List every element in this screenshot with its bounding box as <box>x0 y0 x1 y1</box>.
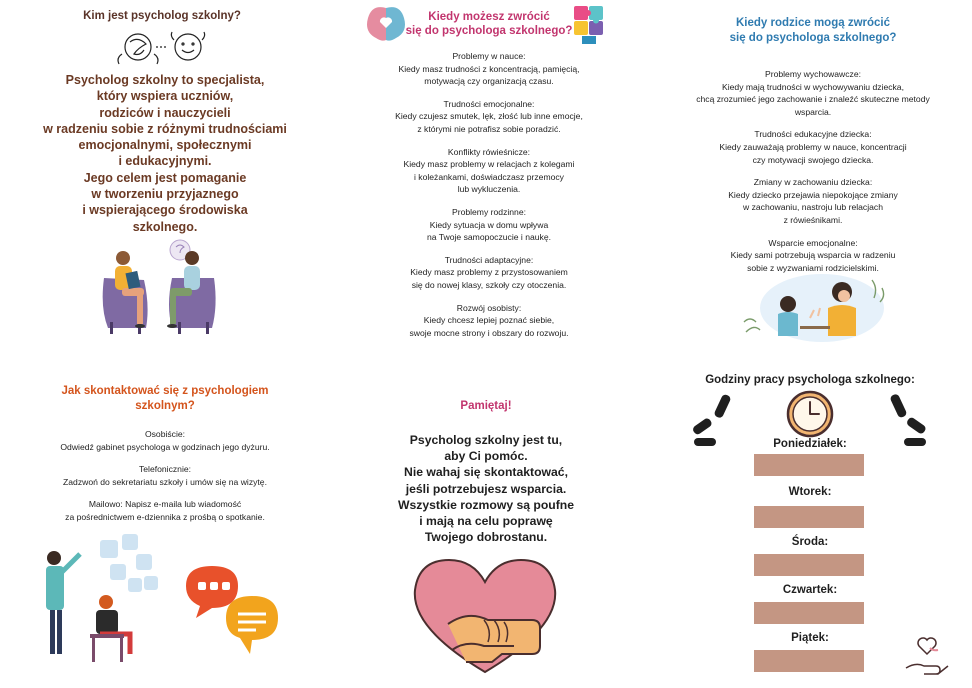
contact-heading: Mailowo: Napisz e-maila lub wiadomość <box>88 499 242 510</box>
panel-who-is-psychologist <box>0 0 324 344</box>
title-line: Jak skontaktować się z psychologiem <box>61 385 269 397</box>
reason-heading: Rozwój osobisty: <box>456 302 522 313</box>
reason-text: Kiedy zauważają problemy w nauce, koncentracji <box>719 141 907 152</box>
title-line: się do psychologa szkolnego? <box>405 25 573 37</box>
reason-text: na Twoje samopoczucie i naukę. <box>426 232 552 243</box>
heart-hand-icon <box>902 632 952 682</box>
contact-heading: Telefonicznie: <box>138 464 192 475</box>
contact-text: Odwiedź gabinet psychologa w godzinach jego dyżuru. <box>60 441 270 452</box>
reason-heading: Wsparcie emocjonalne: <box>768 237 858 248</box>
day-label-friday: Piątek: <box>791 632 829 644</box>
reason-heading: Konflikty rówieśnicze: <box>447 146 531 157</box>
hours-redacted-bar <box>754 602 864 624</box>
panel-title <box>40 384 290 414</box>
panel-office-hours <box>648 344 972 688</box>
reason-group <box>668 68 958 118</box>
intro-line: i wspierającego środowiska <box>82 203 248 218</box>
contact-text: za pośrednictwem e-dziennika z prośbą o spotkanie. <box>65 511 265 522</box>
intro-line: emocjonalnymi, społecznymi <box>78 138 252 153</box>
student-reasons-list <box>364 50 614 349</box>
reason-text: z rówieśnikami. <box>783 214 843 225</box>
reason-text: swoje mocne strony i obszary do rozwoju. <box>409 327 569 338</box>
remember-line: i mają na celu poprawę <box>419 514 553 529</box>
reason-text: Kiedy masz problemy w relacjach z kolegami <box>403 159 575 170</box>
contact-text: Zadzwoń do sekretariatu szkoły i umów się na wizytę. <box>63 476 267 487</box>
intro-line: szkolnego. <box>132 219 198 234</box>
contact-method <box>20 498 310 523</box>
intro-line: który wspiera uczniów, <box>96 89 234 104</box>
intro-line: w tworzeniu przyjaznego <box>91 187 239 202</box>
reason-group <box>364 206 614 244</box>
title-line: szkolnym? <box>135 400 195 412</box>
panel-how-to-contact <box>0 344 324 688</box>
reason-text: Kiedy czujesz smutek, lęk, złość lub inne emocje, <box>395 111 583 122</box>
title-line: Kiedy możesz zwrócić <box>428 11 550 23</box>
counseling-session-illustration <box>96 238 222 338</box>
intro-line: rodziców i nauczycieli <box>99 105 231 120</box>
reason-text: czy motywacji swojego dziecka. <box>752 154 874 165</box>
panel-title: Godziny pracy psychologa szkolnego: <box>705 374 915 386</box>
reason-group <box>668 128 958 166</box>
reason-heading: Trudności emocjonalne: <box>443 98 535 109</box>
reason-text: Kiedy sami potrzebują wsparcia w radzeniu <box>730 250 896 261</box>
remember-text <box>374 432 598 545</box>
reason-heading: Problemy w nauce: <box>452 51 526 61</box>
intro-line: w radzeniu sobie z różnymi trudnościami <box>43 121 287 136</box>
reason-text: z którymi nie potrafisz sobie poradzić. <box>417 123 561 134</box>
reason-group <box>364 302 614 340</box>
parent-reasons-list <box>668 68 958 284</box>
reason-group <box>364 254 614 292</box>
reason-text: lub wykluczenia. <box>457 184 521 195</box>
panel-when-parents <box>648 0 972 344</box>
hours-redacted-bar <box>754 454 864 476</box>
hours-redacted-bar <box>754 650 864 672</box>
reason-heading: Problemy wychowawcze: <box>765 69 861 79</box>
remember-line: Twojego dobrostanu. <box>424 530 548 545</box>
reason-text: wsparcia. <box>794 106 832 117</box>
reason-text: Kiedy dziecko przejawia niepokojące zmiany <box>728 189 898 200</box>
clock-icon <box>688 390 932 462</box>
reason-heading: Trudności adaptacyjne: <box>444 254 534 265</box>
intro-text <box>20 72 310 235</box>
reason-text: chcą zrozumieć jego zachowanie i znaleźć skuteczne metody <box>696 94 930 105</box>
day-label-tuesday: Wtorek: <box>788 486 832 498</box>
panel-title: Pamiętaj! <box>460 400 512 412</box>
reason-heading: Problemy rodzinne: <box>451 206 527 217</box>
day-label-wednesday: Środa: <box>791 536 829 548</box>
day-label-monday: Poniedziałek: <box>773 438 847 450</box>
intro-line: Jego celem jest pomaganie <box>83 170 247 185</box>
hugging-heart-icon <box>408 554 562 678</box>
speech-bubbles-icon <box>176 562 286 662</box>
reason-heading: Zmiany w zachowaniu dziecka: <box>753 177 873 188</box>
title-line: się do psychologa szkolnego? <box>729 32 897 44</box>
reason-text: motywacją czy organizacją czasu. <box>424 76 554 87</box>
panel-remember <box>324 344 648 688</box>
hours-redacted-bar <box>754 554 864 576</box>
remember-line: jeśli potrzebujesz wsparcia. <box>405 481 567 496</box>
contact-heading: Osobiście: <box>144 429 186 439</box>
panel-title: Kim jest psycholog szkolny? <box>83 10 241 22</box>
remember-line: aby Ci pomóc. <box>444 449 528 464</box>
reason-group <box>668 176 958 226</box>
hours-redacted-bar <box>754 506 864 528</box>
reason-heading: Trudności edukacyjne dziecka: <box>754 129 872 140</box>
reason-text: się do nowej klasy, szkoły czy otoczenia. <box>411 279 567 290</box>
reason-text: Kiedy masz problemy z przystosowaniem <box>410 267 568 278</box>
reason-text: Kiedy sytuacja w domu wpływa <box>429 219 549 230</box>
remember-line: Psycholog szkolny jest tu, <box>409 433 563 447</box>
brain-doodle-icon <box>116 30 212 66</box>
panel-title <box>384 10 594 38</box>
reason-text: Kiedy masz trudności z koncentracją, pamięcią, <box>398 63 580 74</box>
remember-line: Wszystkie rozmowy są poufne <box>397 497 575 512</box>
reason-text: Kiedy chcesz lepiej poznać siebie, <box>423 315 555 326</box>
reason-group <box>364 50 614 88</box>
intro-line: i edukacyjnymi. <box>118 154 212 169</box>
intro-line: Psycholog szkolny to specjalista, <box>65 73 265 87</box>
reason-text: w zachowaniu, nastroju lub relacjach <box>743 202 883 213</box>
parent-consultation-illustration <box>740 262 886 344</box>
reason-group <box>364 98 614 136</box>
contact-methods-list <box>20 428 310 534</box>
panel-title <box>688 16 938 46</box>
panel-when-students <box>324 0 648 344</box>
contact-method <box>20 463 310 488</box>
reason-group <box>364 146 614 196</box>
contact-method <box>20 428 310 453</box>
day-label-thursday: Czwartek: <box>782 584 838 596</box>
reason-text: i koleżankami, doświadczasz przemocy <box>414 171 564 182</box>
title-line: Kiedy rodzice mogą zwrócić <box>735 17 890 29</box>
reason-text: Kiedy mają trudności w wychowywaniu dziecka, <box>722 81 904 92</box>
reason-text: sobie z wyzwaniami rodzicielskimi. <box>747 262 879 273</box>
puzzle-team-illustration <box>40 532 170 668</box>
remember-line: Nie wahaj się skontaktować, <box>404 465 568 480</box>
